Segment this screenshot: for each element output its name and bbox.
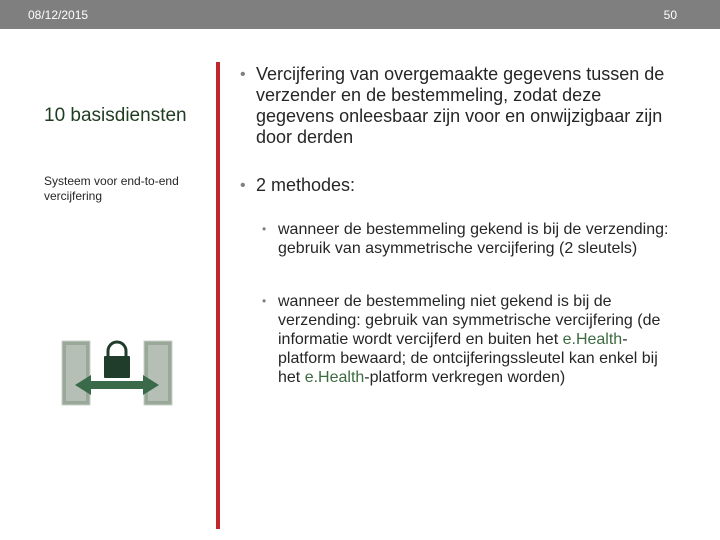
ehealth-link[interactable]: e.Health <box>304 369 365 386</box>
bullet-dot: • <box>240 66 246 83</box>
sub-bullet-item <box>262 292 680 387</box>
accent-divider <box>216 62 220 529</box>
sub-bullet-text: wanneer de bestemmeling gekend is bij de verzending: gebruik van asymmetrische vercijfering (2 sleutels) <box>278 221 669 257</box>
sub-bullet-text-part3: -platform verkregen worden) <box>364 369 566 386</box>
lock-shackle-shape <box>108 342 126 357</box>
left-document-inner <box>66 345 86 401</box>
bullet-text: 2 methodes: <box>256 175 356 195</box>
bullet-dot: • <box>240 177 246 194</box>
bullet-dot: • <box>262 222 267 236</box>
bullet-text: Vercijfering van overgemaakte gegevens tussen de verzender en de bestemmeling, zodat deze gegevens onleesbaar zijn voor en onwijzigbaar zijn door derden <box>256 64 665 147</box>
bullet-item <box>240 175 680 196</box>
lock-body-shape <box>104 356 130 378</box>
slide-content <box>240 64 680 387</box>
sub-bullet-text-part2: -platform bewaard; de ontcijferingssleutel kan enkel bij het <box>278 331 658 386</box>
section-title: 10 basisdiensten <box>44 105 187 126</box>
bullet-item <box>240 64 680 148</box>
right-document-inner <box>148 345 168 401</box>
sub-bullet-text-part1: wanneer de bestemmeling niet gekend is bij de verzending: gebruik van symmetrische vercijfering (de informatie wordt vercijferd en buiten het <box>278 293 661 348</box>
sub-bullet-item <box>262 220 680 258</box>
slide-date: 08/12/2015 <box>28 8 89 22</box>
lock-exchange-icon <box>61 339 173 407</box>
slide-number: 50 <box>663 8 677 22</box>
ehealth-link[interactable]: e.Health <box>562 331 623 348</box>
bullet-dot: • <box>262 294 267 308</box>
header-bar <box>0 0 720 29</box>
section-subtitle: Systeem voor end-to-end vercijfering <box>44 174 179 203</box>
